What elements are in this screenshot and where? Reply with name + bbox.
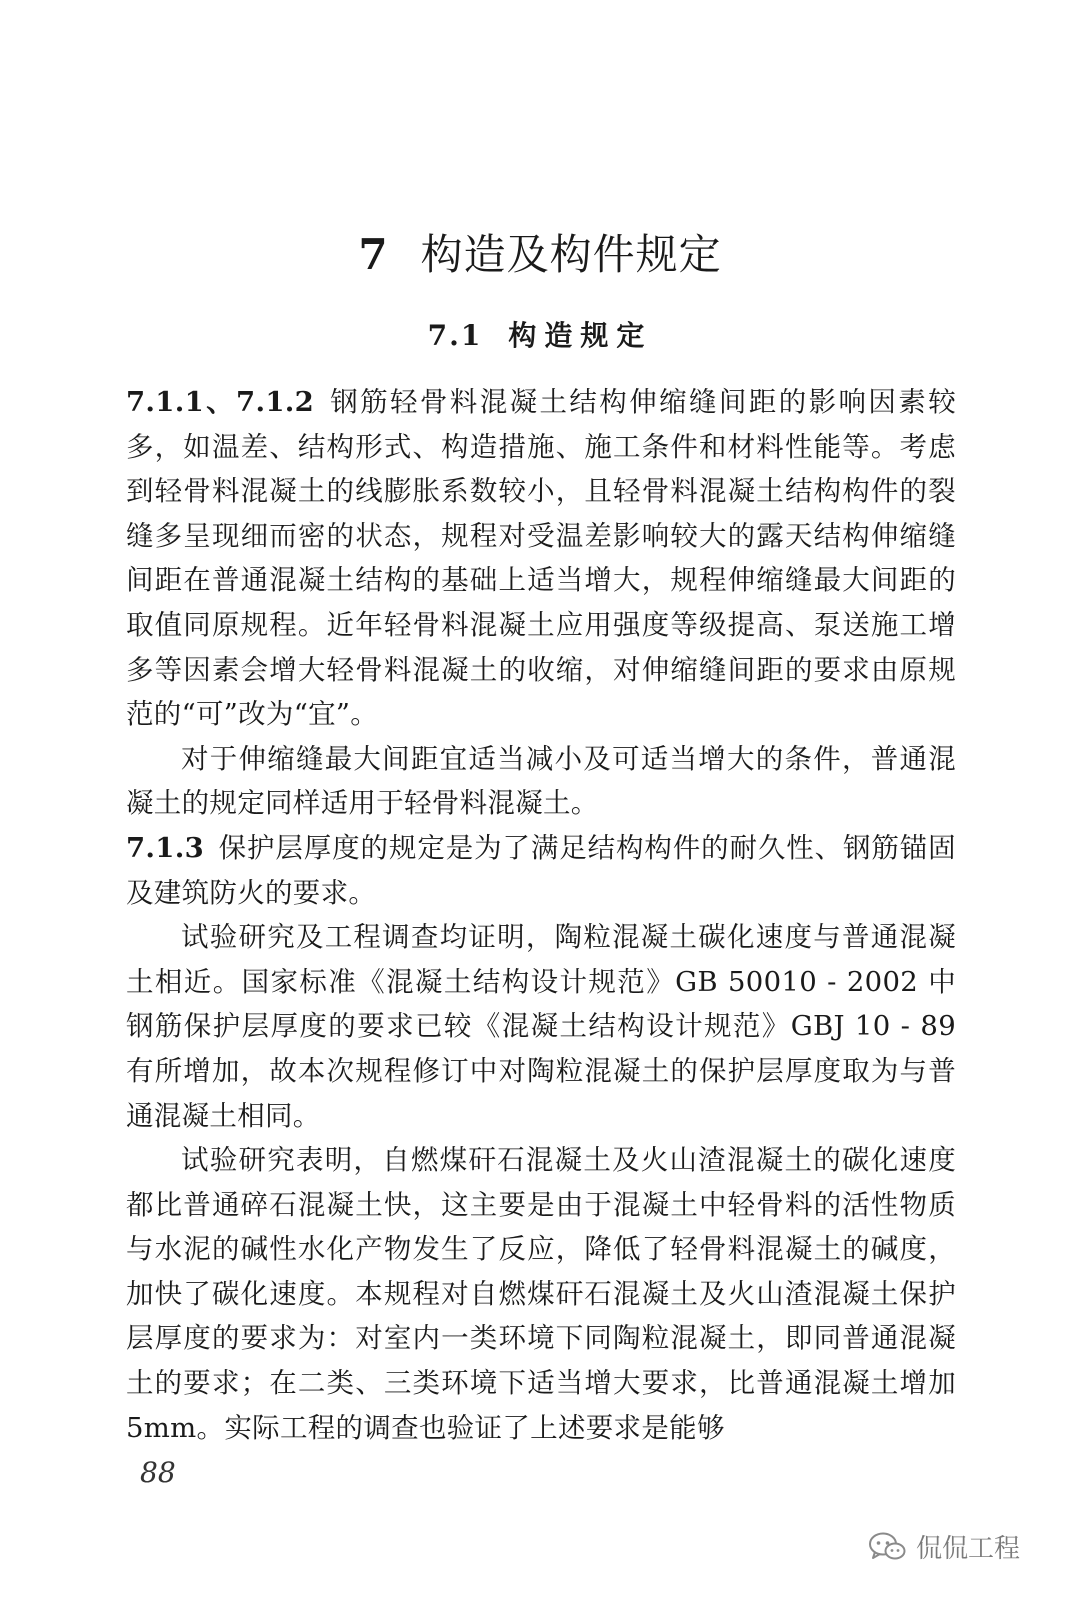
- paragraph-clause-7-1-1: [126, 380, 956, 737]
- paragraph-text: 试验研究表明，自燃煤矸石混凝土及火山渣混凝土的碳化速度都比普通碎石混凝土快，这主要是由于混凝土中轻骨料的活性物质与水泥的碱性水化产物发生了反应，降低了轻骨料混凝土的碱度，加快了碳化速度。本规程对自燃煤矸石混凝土及火山渣混凝土保护层厚度的要求为：对室内一类环境下同陶粒混凝土，即同普通混凝土的要求；在二类、三类环境下适当增大要求，比普通混凝土增加 5mm。实际工程的调查也验证了上述要求是能够: [126, 1144, 956, 1444]
- paragraph-clause-7-1-3: [126, 826, 956, 915]
- section-title: [0, 314, 1080, 354]
- watermark: [868, 1528, 1020, 1565]
- paragraph-text: 试验研究及工程调查均证明，陶粒混凝土碳化速度与普通混凝土相近。国家标准《混凝土结构设计规范》GB 50010 - 2002 中钢筋保护层厚度的要求已较《混凝土结构设计规范》GBJ 10 - 89 有所增加，故本次规程修订中对陶粒混凝土的保护层厚度取为与普通混凝土相同。: [126, 921, 956, 1132]
- clause-number: 7.1.1、7.1.2: [126, 386, 315, 418]
- paragraph-text: 保护层厚度的规定是为了满足结构构件的耐久性、钢筋锚固及建筑防火的要求。: [126, 831, 956, 909]
- chapter-title: [0, 222, 1080, 282]
- clause-number: 7.1.3: [126, 831, 205, 864]
- section-title-text: 构造规定: [508, 319, 653, 352]
- wechat-icon: [868, 1531, 906, 1563]
- watermark-text: 侃侃工程: [916, 1534, 1021, 1564]
- chapter-title-text: 构造及构件规定: [420, 230, 722, 279]
- body-text: [126, 380, 956, 1450]
- chapter-number: 7: [358, 230, 389, 279]
- paragraph-text: 对于伸缩缝最大间距宜适当减小及可适当增大的条件，普通混凝土的规定同样适用于轻骨料混凝土。: [126, 742, 956, 820]
- page-number: 88: [140, 1456, 176, 1489]
- paragraph: [126, 915, 956, 1138]
- paragraph: [126, 1138, 956, 1450]
- paragraph: [126, 737, 956, 826]
- section-number: 7.1: [427, 319, 483, 352]
- paragraph-text: 钢筋轻骨料混凝土结构伸缩缝间距的影响因素较多，如温差、结构形式、构造措施、施工条件和材料性能等。考虑到轻骨料混凝土的线膨胀系数较小，且轻骨料混凝土结构构件的裂缝多呈现细而密的状态，规程对受温差影响较大的露天结构伸缩缝间距在普通混凝土结构的基础上适当增大，规程伸缩缝最大间距的取值同原规程。近年轻骨料混凝土应用强度等级提高、泵送施工增多等因素会增大轻骨料混凝土的收缩，对伸缩缝间距的要求由原规范的“可”改为“宜”。: [126, 386, 956, 731]
